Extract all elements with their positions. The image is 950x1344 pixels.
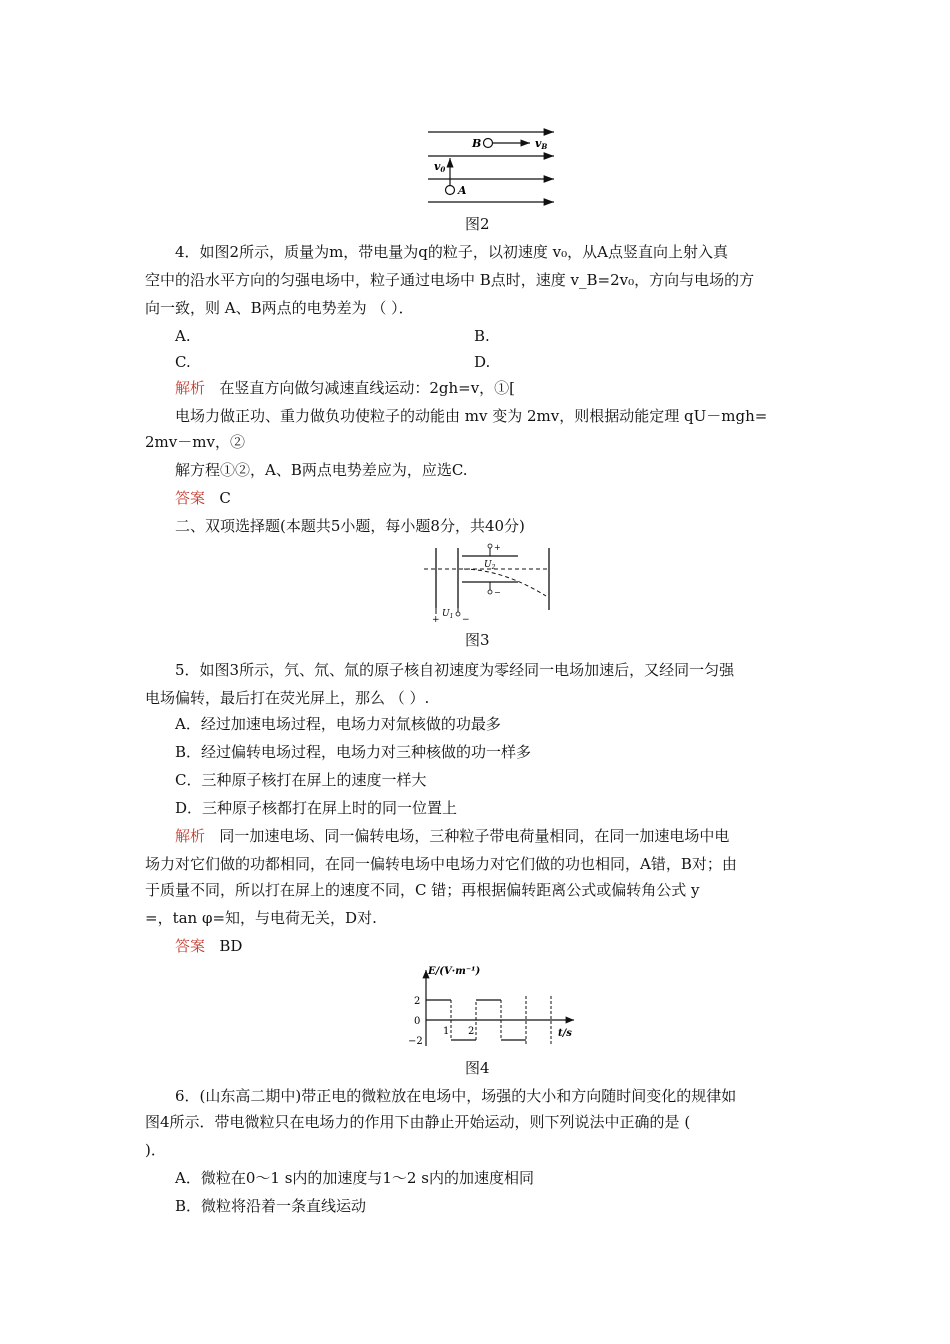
q5-option-c: C．三种原子核打在屏上的速度一样大: [175, 771, 427, 789]
q4-line1: 4．如图2所示，质量为m，带电量为q的粒子，以初速度 v₀，从A点竖直向上射入真: [175, 243, 729, 261]
q4-analysis-3: 2mv－mv，②: [145, 433, 245, 451]
q5-analysis-3: 于质量不同，所以打在屏上的速度不同，C 错；再根据偏转距离公式或偏转角公式 y: [145, 881, 700, 899]
q6-option-a: A．微粒在0～1 s内的加速度与1～2 s内的加速度相同: [175, 1169, 534, 1187]
q6-line1: 6．(山东高二期中)带正电的微粒放在电场中，场强的大小和方向随时间变化的规律如: [175, 1087, 737, 1105]
q4-analysis-1: 解析 在竖直方向做匀减速直线运动：2gh=v，①[: [175, 379, 516, 397]
q4-option-a: A.: [175, 327, 191, 345]
section-2-heading: 二、双项选择题(本题共5小题，每小题8分，共40分): [175, 517, 525, 535]
q5-option-b: B．经过偏转电场过程，电场力对三种核做的功一样多: [175, 743, 532, 761]
svg-text:+: +: [494, 543, 501, 552]
fig4-ylabel: E/(V·m⁻¹): [428, 966, 481, 977]
analysis-label: 解析: [175, 827, 206, 845]
fig2-label-b: B: [472, 137, 482, 150]
fig4-tick-neg2: −2: [408, 1036, 423, 1047]
fig3-label-u2: U: [484, 560, 492, 570]
svg-text:−: −: [462, 615, 470, 624]
q6-line3: )．: [145, 1141, 166, 1159]
fig4-tick-0: 0: [414, 1016, 421, 1027]
figure-2-caption: 图2: [465, 215, 490, 233]
analysis-label: 解析: [175, 379, 206, 397]
q4-analysis-2: 电场力做正功、重力做负功使粒子的动能由 mv 变为 2mv，则根据动能定理 qU－mgh=: [175, 407, 768, 425]
fig4-xlabel: t/s: [558, 1028, 572, 1039]
q4-option-b: B.: [474, 327, 490, 345]
fig4-tick-2: 2: [414, 996, 421, 1007]
q5-answer: 答案 BD: [175, 937, 243, 955]
q4-line2: 空中的沿水平方向的匀强电场中，粒子通过电场中 B点时，速度 v_B=2v₀，方向与电场的方: [145, 271, 755, 289]
q5-option-d: D．三种原子核都打在屏上时的同一位置上: [175, 799, 458, 817]
q5-line2: 电场偏转，最后打在荧光屏上，那么 （ ）.: [145, 689, 430, 707]
figure-2: [420, 124, 560, 206]
fig4-tick-t2: 2: [468, 1026, 475, 1037]
q4-option-d: D.: [474, 353, 491, 371]
svg-text:+: +: [432, 615, 440, 624]
q5-option-a: A．经过加速电场过程，电场力对氚核做的功最多: [175, 715, 501, 733]
fig2-label-vb: v: [535, 137, 542, 150]
answer-label: 答案: [175, 937, 206, 955]
answer-label: 答案: [175, 489, 206, 507]
figure-4-chart: [386, 962, 586, 1050]
fig3-label-u1: U: [442, 609, 450, 619]
figure-3-caption: 图3: [465, 631, 490, 649]
fig2-label-v0: v: [434, 160, 441, 173]
fig2-label-a: A: [458, 184, 467, 197]
svg-text:U2: $U_2$: [484, 560, 496, 571]
q5-analysis-1: 解析 同一加速电场、同一偏转电场，三种粒子带电荷量相同，在同一加速电场中电: [175, 827, 730, 845]
q4-answer: 答案 C: [175, 489, 231, 507]
q4-line3: 向一致，则 A、B两点的电势差为 （ ）．: [145, 299, 414, 317]
q6-option-b: B．微粒将沿着一条直线运动: [175, 1197, 367, 1215]
q4-option-c: C.: [175, 353, 191, 371]
q5-line1: 5．如图3所示，氕、氘、氚的原子核自初速度为零经同一电场加速后，又经同一匀强: [175, 661, 735, 679]
q4-analysis-4: 解方程①②，A、B两点电势差应为，应选C.: [175, 461, 468, 479]
svg-text:v0: v0: [434, 160, 446, 174]
svg-text:U1: $U_1$: [442, 609, 454, 620]
fig4-tick-1: 1: [443, 1026, 450, 1037]
figure-3: [424, 542, 554, 624]
q6-line2: 图4所示．带电微粒只在电场力的作用下由静止开始运动，则下列说法中正确的是 (: [145, 1113, 691, 1131]
q5-analysis-2: 场力对它们做的功都相同，在同一偏转电场中电场力对它们做的功也相同，A错，B对；由: [145, 855, 737, 873]
q5-analysis-4: =，tan φ=知，与电荷无关，D对.: [145, 909, 377, 927]
svg-text:vB: vB: [535, 137, 548, 151]
figure-4-caption: 图4: [465, 1059, 490, 1077]
svg-text:−: −: [494, 588, 501, 597]
